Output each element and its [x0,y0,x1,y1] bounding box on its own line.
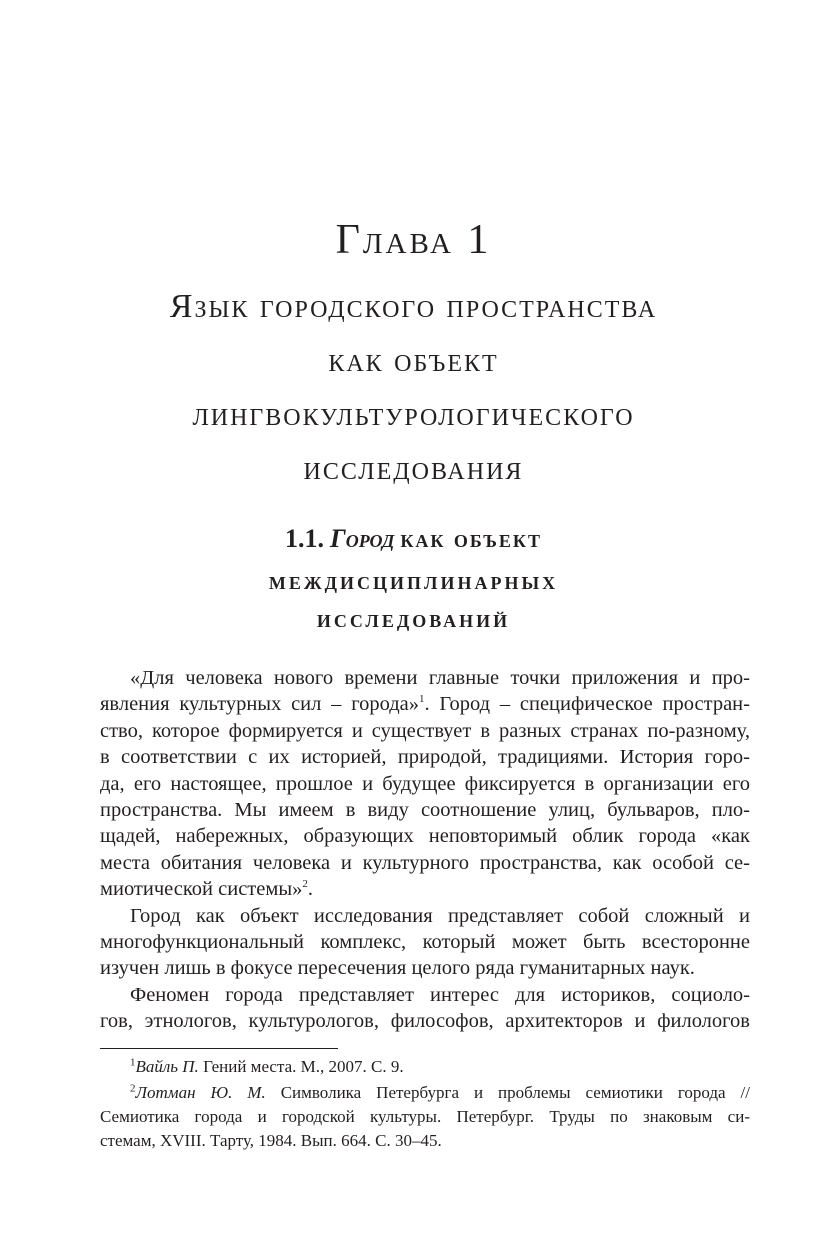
section-heading-line-3: исследований [316,604,511,633]
footnote-2-line-2: Семиотика города и городской культуры. Петербург. Труды по знаковым си- [100,1107,750,1126]
paragraph-3-line-2: гов, этнологов, культурологов, философов, архитекторов и филологов [100,1010,750,1033]
footnote-2-author: Лотман Ю. М. [135,1083,266,1102]
chapter-title-line-2: как объект [328,342,499,379]
paragraph-2-line-3: изучен лишь в фокусе пересечения целого ряда гуманитарных наук. [100,957,695,980]
section-number: 1.1. [285,524,325,553]
paragraph-2 [100,903,750,982]
footnote-2-text: Символика Петербурга и проблемы семиотики города // [265,1083,750,1102]
section-title-rest: как объект [400,524,542,553]
footnote-1-mark: 1 [130,1056,136,1069]
footnote-2-line-3: стемам, XVIII. Тарту, 1984. Вып. 664. С. 30–45. [100,1131,442,1150]
section-title-italic: Город [330,524,395,553]
paragraph-1-line-9-text: миотической системы» [100,878,303,901]
chapter-label: Глава 1 [335,217,492,263]
paragraph-1-line-5: да, его настоящее, прошлое и будущее фиксируется в организации его [100,772,750,795]
paragraph-1-line-9-tail: . [307,878,313,901]
footnote-1-text: Гений места. М., 2007. С. 9. [198,1057,404,1076]
footnotes [100,1055,750,1155]
footnote-1 [100,1055,750,1079]
paragraph-1-line-7: щадей, набережных, образующих неповторимый облик города «как [100,825,750,848]
chapter-title-line-4: исследования [303,450,524,487]
paragraph-1-line-1: «Для человека нового времени главные точки приложения и про- [130,667,750,689]
chapter-title [60,280,767,496]
paragraph-1-line-9 [100,876,750,902]
paragraph-1-line-2 [100,691,750,717]
footnote-2-mark: 2 [130,1082,136,1095]
footnote-1-line-1 [100,1055,750,1079]
paragraph-1-line-8: места обитания человека и культурного пространства, как особой се- [100,851,750,874]
paragraph-3-line-1: Феномен города представляет интерес для историков, социоло- [130,983,750,1006]
body-text [100,665,750,1035]
paragraph-1-line-2-tail: . Город – специфическое простран- [424,693,750,716]
paragraph-1 [100,665,750,903]
section-heading [100,520,727,638]
footnote-ref-1: 1 [419,693,425,706]
chapter-title-line-3: лингвокультурологического [192,396,635,433]
footnote-2-line-1 [100,1081,750,1105]
paragraph-1-line-6: пространства. Мы имеем в виду соотношение улиц, бульваров, пло- [100,799,750,822]
footnote-ref-2: 2 [302,878,308,891]
section-heading-line-1 [100,520,727,562]
paragraph-2-line-2: многофункциональный комплекс, который может быть всесторонне [100,931,750,954]
footnote-1-author: Вайль П. [135,1057,199,1076]
paragraph-1-line-4: в соответствии с их историей, природой, традициями. История горо- [100,746,750,769]
paragraph-1-line-3: ство, которое формируется и существует в разных странах по-разному, [100,719,750,742]
paragraph-2-line-1: Город как объект исследования представляет собой сложный и [130,904,750,927]
chapter-title-line-1: Язык городского пространства [169,288,658,325]
section-heading-line-2: междисциплинарных [268,566,559,595]
footnote-2 [100,1081,750,1153]
footnote-divider [100,1048,338,1049]
paragraph-3 [100,982,750,1035]
paragraph-1-line-2-text: явления культурных сил – города» [100,693,420,716]
